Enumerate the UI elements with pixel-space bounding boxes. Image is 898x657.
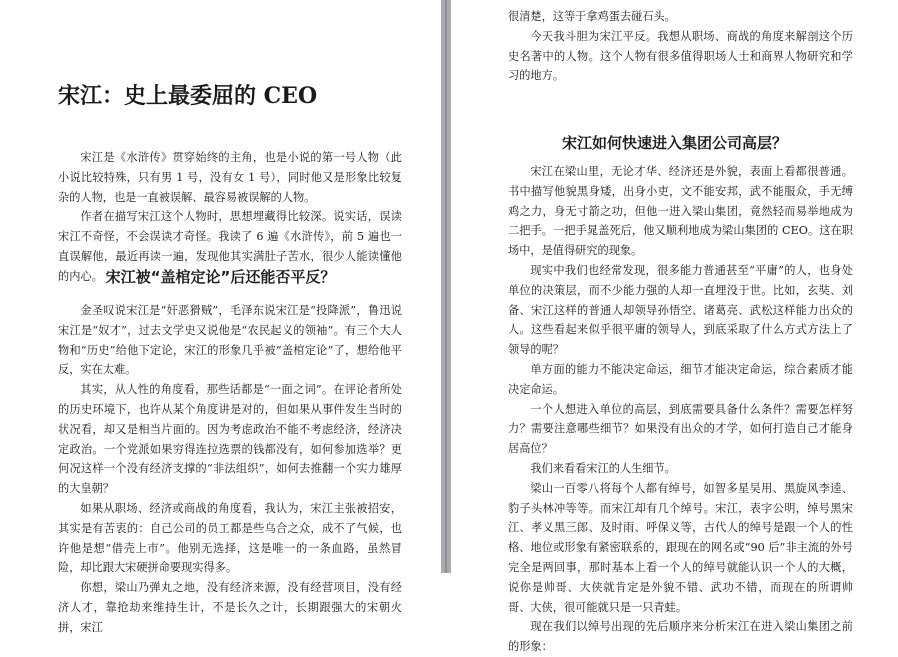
section-paragraph: 金圣叹说宋江是“奸恶猾贼”，毛泽东说宋江是“投降派”，鲁迅说宋江是“奴才”，过去文学史又说他是“农民起义的领袖”。有三个大人物和“历史”给他下定论，宋江的形象几乎被“盖棺定论”了，想给他平反，实在太难。	[58, 304, 402, 377]
page-divider	[441, 0, 451, 573]
section-heading: 宋江如何快速进入集团公司高层？	[561, 134, 787, 152]
section-paragraph: 其实，从人性的角度看，那些话都是“一面之词”。在评论者所处的历史环境下，也许从某个角度讲是对的，但如果从事件发生当时的状况看，却又是相当片面的。因为考虑政治不能不考虑经济，经济决定政治。一个党派如果穷得连拉选票的钱都没有，如何参加选举？更何况这样一个没有经济支撑的“非法组织”，如何去推翻一个实力雄厚的大皇朝？	[58, 383, 402, 496]
section-paragraph: 一个人想进入单位的高层，到底需要具备什么条件？需要怎样努力？需要注意哪些细节？如果没有出众的才学，如何打造自己才能身居高位？	[508, 402, 853, 456]
intro-paragraph: 作者在描写宋江这个人物时，思想埋藏得比较深。说实话，误读宋江不奇怪，不会误读才奇怪。我读了 6 遍《水浒传》，前 5 遍也一直误解他，最近再读一遍，发现他其实满肚子苦水，很少人能读懂他的内心。	[58, 210, 402, 283]
section-heading: 宋江被“盖棺定论”后还能否平反？	[105, 268, 336, 286]
continued-paragraph: 很清楚，这等于拿鸡蛋去碰石头。	[508, 10, 676, 23]
section-paragraph: 你想，梁山乃弹丸之地，没有经济来源，没有经营项目，没有经济人才，靠抢劫来维持生计，不是长久之计，长期跟强大的宋朝火拼，宋江	[58, 581, 402, 634]
section-paragraph: 梁山一百零八将每个人都有绰号，如智多星吴用、黑旋风李逵、豹子头林冲等等。而宋江却有几个绰号。宋江，表字公明，绰号黑宋江、孝义黑三郎、及时雨、呼保义等，古代人的绰号是跟一个人的性格、地位或形象有紧密联系的，跟现在的网名或“90 后”非主流的外号完全是两回事，那时基本上看一个人的绰号就能认识一个人的大概，说你是帅哥、大侠就肯定是外貌不错、武功不错，而现在的所谓帅哥、大侠，很可能就只是一只青蛙。	[508, 481, 853, 614]
intro-text	[58, 148, 402, 287]
section-paragraph: 现在我们以绰号出现的先后顺序来分析宋江在进入梁山集团之前的形象：	[508, 620, 853, 654]
left-page	[0, 0, 441, 634]
section-paragraph: 我们来看看宋江的人生细节。	[530, 461, 676, 475]
top-text	[508, 7, 853, 86]
section-paragraph: 宋江在梁山里，无论才华、经济还是外貌，表面上看都很普通。书中描写他貌黑身矮，出身小吏，文不能安邦，武不能服众，手无缚鸡之力，身无寸箭之功，但他一进入梁山集团，竟然轻而易举地成为二把手。一把手晁盖死后，他又顺利地成为梁山集团的 CEO。这在职场中，是值得研究的现象。	[508, 165, 853, 258]
section-paragraph: 现实中我们也经常发现，很多能力普通甚至“平庸”的人，也身处单位的决策层，而不少能力强的人却一直埋没于世。比如，玄奘、刘备、宋江这样的普通人却领导孙悟空、诸葛亮、武松这样能力出众的人。这些看起来似乎很平庸的领导人，到底采取了什么方式方法上了领导的呢？	[508, 263, 853, 357]
intro-paragraph: 今天我斗胆为宋江平反。我想从职场、商战的角度来解剖这个历史名著中的人物。这个人物有很多值得职场人士和商界人物研究和学习的地方。	[508, 29, 853, 83]
section-paragraph: 单方面的能力不能决定命运，细节才能决定命运，综合素质才能决定命运。	[508, 362, 853, 396]
intro-paragraph: 宋江是《水浒传》贯穿始终的主角，也是小说的第一号人物（此小说比较特殊，只有男 1 号，没有女 1 号），同时他又是形象比较复杂的人物，也是一直被误解、最容易被误解的人物。	[58, 151, 402, 204]
section-text	[508, 162, 853, 657]
section-paragraph: 如果从职场、经济或商战的角度看，我认为，宋江主张被招安，其实是有苦衷的：自己公司的员工都是些乌合之众，成不了气候，也许他是想“借壳上市”。他别无选择，这是唯一的一条血路，虽然冒险，却比跟大宋硬拼命要现实得多。	[58, 501, 402, 575]
section-text	[58, 301, 402, 638]
chapter-title: 宋江：史上最委屈的 CEO	[58, 83, 318, 109]
right-page	[451, 0, 898, 654]
